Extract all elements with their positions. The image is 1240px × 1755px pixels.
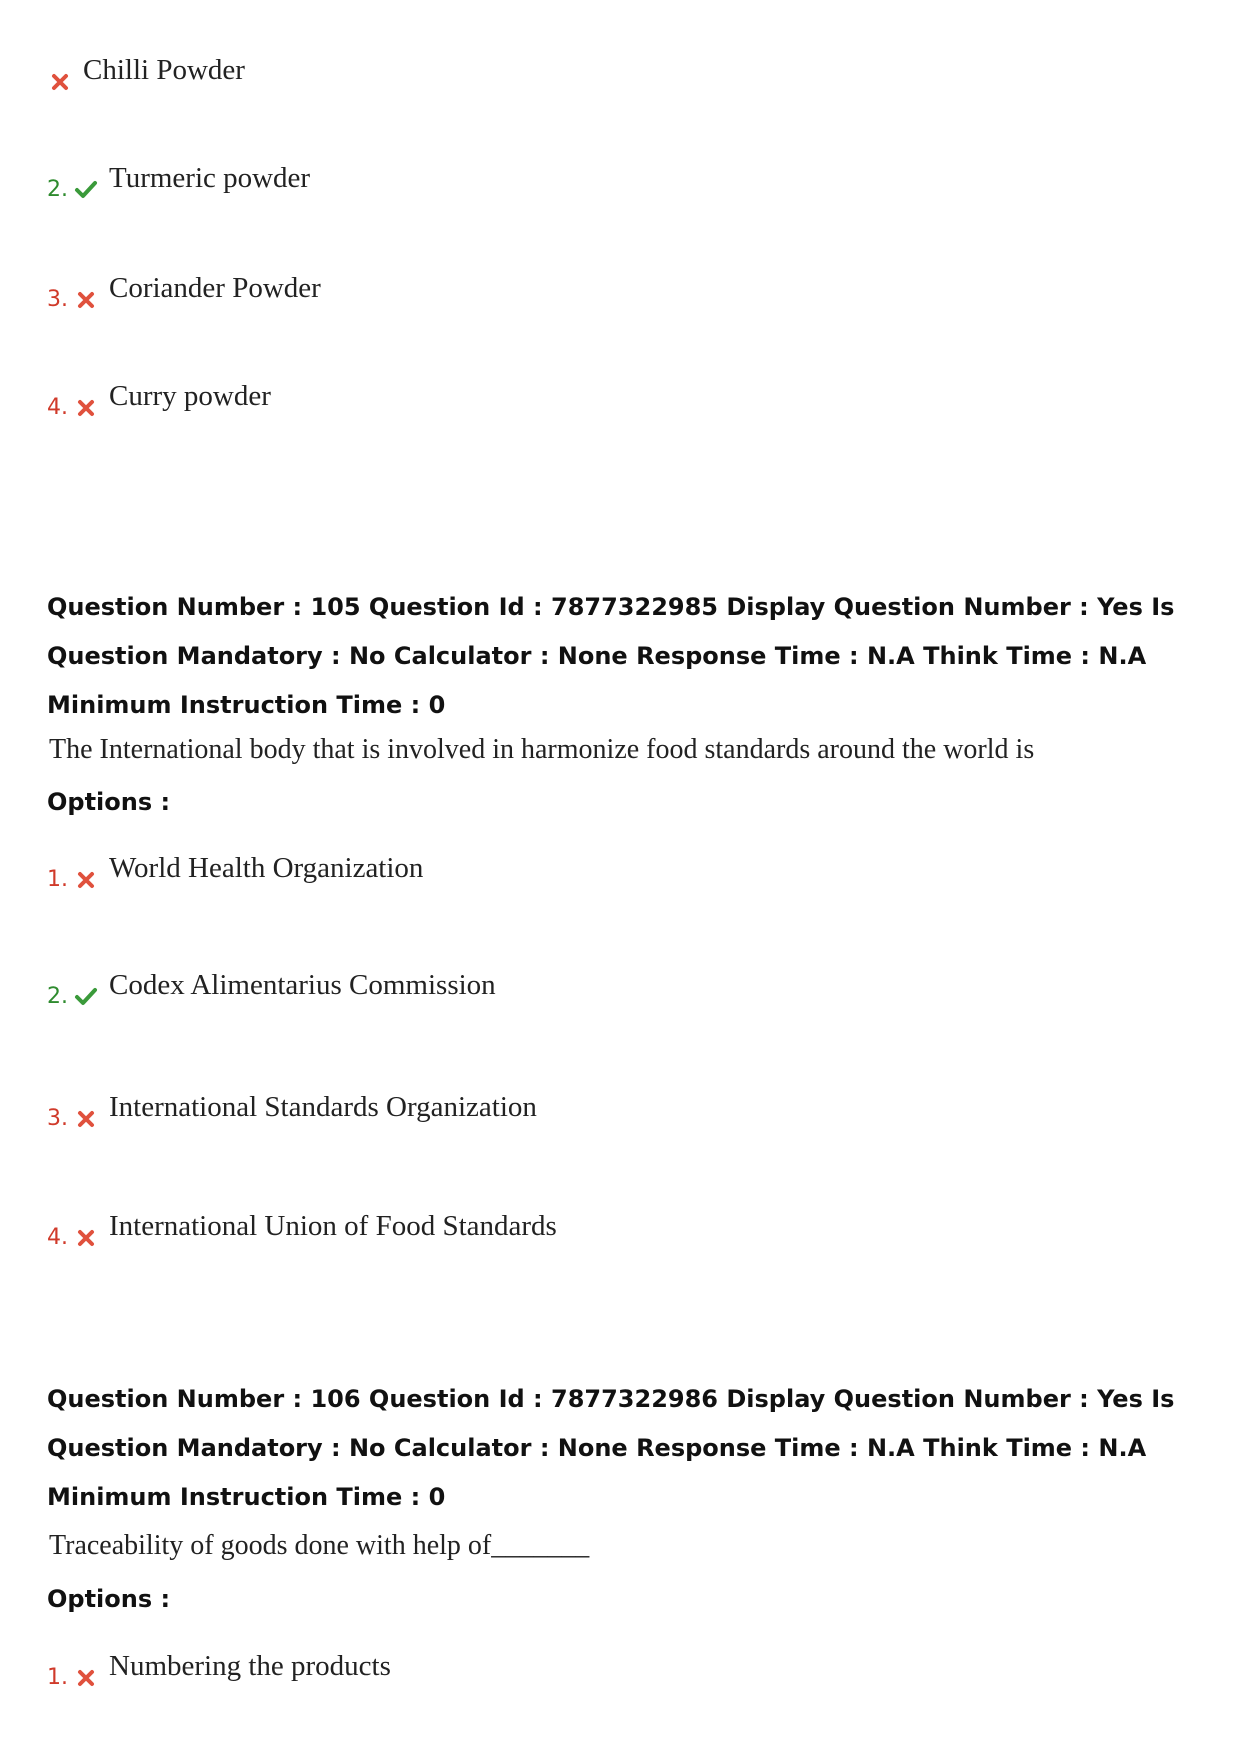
option-text: Coriander Powder — [109, 271, 321, 304]
cross-icon — [73, 866, 99, 892]
check-icon — [73, 176, 99, 202]
option-item — [47, 268, 321, 312]
options-label: Options : — [47, 788, 171, 816]
option-item — [47, 1646, 391, 1690]
option-item — [47, 848, 424, 892]
check-icon — [73, 983, 99, 1009]
option-number: 4. — [47, 1224, 68, 1250]
option-item — [47, 50, 245, 90]
option-item — [47, 965, 496, 1009]
cross-icon — [73, 1105, 99, 1131]
option-number: 4. — [47, 394, 68, 420]
option-item — [47, 1206, 557, 1250]
option-text: Codex Alimentarius Commission — [109, 968, 496, 1001]
question-meta: Question Number : 106 Question Id : 7877322986 Display Question Number : Yes Is Question Mandatory : No Calculator : None Response Time : N.A Think Time : N.A Minimum Instruction Time : 0 — [47, 1385, 1175, 1511]
option-number: 1. — [47, 866, 68, 892]
option-item — [47, 376, 271, 420]
question-meta: Question Number : 105 Question Id : 7877322985 Display Question Number : Yes Is Question Mandatory : No Calculator : None Response Time : N.A Think Time : N.A Minimum Instruction Time : 0 — [47, 593, 1175, 719]
option-number: 1. — [47, 1664, 68, 1690]
question-text: Traceability of goods done with help of_______ — [49, 1530, 590, 1561]
cross-icon — [73, 286, 99, 312]
option-item — [47, 158, 311, 202]
option-text: Turmeric powder — [109, 161, 311, 194]
question-text: The International body that is involved in harmonize food standards around the world is — [49, 734, 1035, 765]
option-number: 2. — [47, 176, 68, 202]
option-number: 2. — [47, 983, 68, 1009]
cross-icon — [73, 1664, 99, 1690]
option-text: Curry powder — [109, 379, 271, 412]
option-text: World Health Organization — [109, 851, 424, 884]
option-text: Chilli Powder — [83, 53, 245, 86]
cross-icon — [73, 1224, 99, 1250]
option-number: 3. — [47, 286, 68, 312]
option-item — [47, 1087, 537, 1131]
option-text: International Union of Food Standards — [109, 1209, 557, 1242]
cross-icon — [47, 68, 73, 94]
option-text: International Standards Organization — [109, 1090, 537, 1123]
options-label: Options : — [47, 1585, 171, 1613]
cross-icon — [73, 394, 99, 420]
option-text: Numbering the products — [109, 1649, 391, 1682]
option-number: 3. — [47, 1105, 68, 1131]
